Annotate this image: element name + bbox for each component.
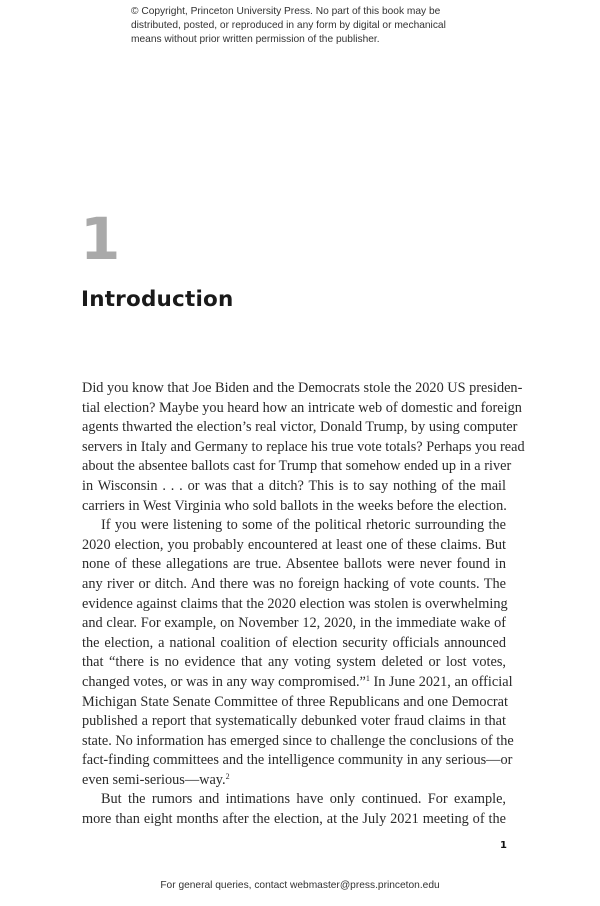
text-segment: even semi-serious—way. xyxy=(82,771,226,788)
copyright-line: means without prior written permission of the publisher. xyxy=(131,34,380,45)
text-line: carriers in West Virginia who sold ballots in the weeks before the election. xyxy=(82,497,507,514)
text-segment: In June 2021, an official xyxy=(369,673,513,690)
footer-contact: For general queries, contact webmaster@press.princeton.edu xyxy=(160,880,440,891)
copyright-line: © Copyright, Princeton University Press. No part of this book may be xyxy=(131,6,441,17)
copyright-line: distributed, posted, or reproduced in any form by digital or mechanical xyxy=(131,20,446,31)
paragraph-1 xyxy=(82,379,525,516)
chapter-title: Introduction xyxy=(81,287,234,312)
text-line: any river or ditch. And there was no foreign hacking of vote counts. The xyxy=(82,575,506,592)
text-line: 2020 election, you probably encountered at least one of these claims. But xyxy=(82,536,506,553)
text-line: tial election? Maybe you heard how an intricate web of domestic and foreign xyxy=(82,399,522,416)
text-line: agents thwarted the election’s real victor, Donald Trump, by using computer xyxy=(82,419,518,436)
chapter-number: 1 xyxy=(80,205,119,273)
text-line: that “there is no evidence that any voting system deleted or lost votes, xyxy=(82,654,506,671)
text-line: published a report that systematically debunked voter fraud claims in that xyxy=(82,713,506,730)
text-line: fact-finding committees and the intelligence community in any serious—or xyxy=(82,752,513,769)
text-line: more than eight months after the election, at the July 2021 meeting of the xyxy=(82,811,506,828)
text-line: about the absentee ballots cast for Trump that somehow ended up in a river xyxy=(82,458,512,475)
text-line: and clear. For example, on November 12, 2020, in the immediate wake of xyxy=(82,615,506,632)
text-line: state. No information has emerged since to challenge the conclusions of the xyxy=(82,732,514,749)
paragraph-2 xyxy=(82,516,514,790)
text-line: servers in Italy and Germany to replace his true vote totals? Perhaps you read xyxy=(82,438,525,455)
text-line: If you were listening to some of the political rhetoric surrounding the xyxy=(101,517,506,534)
text-line-with-footnote xyxy=(82,673,513,693)
text-line: Michigan State Senate Committee of three Republicans and one Democrat xyxy=(82,693,508,710)
text-line: none of these allegations are true. Absentee ballots were never found in xyxy=(82,556,506,573)
footnote-ref-1[interactable]: 1 xyxy=(365,673,370,683)
text-line: But the rumors and intimations have only continued. For example, xyxy=(101,791,506,808)
footnote-ref-2[interactable]: 2 xyxy=(225,771,230,781)
page-number: 1 xyxy=(500,840,507,851)
text-line: the election, a national coalition of election security officials announced xyxy=(82,634,506,651)
text-segment: changed votes, or was in any way compromised.” xyxy=(82,673,366,690)
paragraph-3 xyxy=(82,790,506,829)
text-line: Did you know that Joe Biden and the Democrats stole the 2020 US presiden- xyxy=(82,380,523,396)
text-line-with-footnote xyxy=(82,771,506,791)
text-line: evidence against claims that the 2020 election was stolen is overwhelming xyxy=(82,595,508,612)
body-text xyxy=(82,379,525,830)
text-line: in Wisconsin . . . or was that a ditch? This is to say nothing of the mail xyxy=(82,477,506,494)
copyright-notice xyxy=(131,5,491,47)
